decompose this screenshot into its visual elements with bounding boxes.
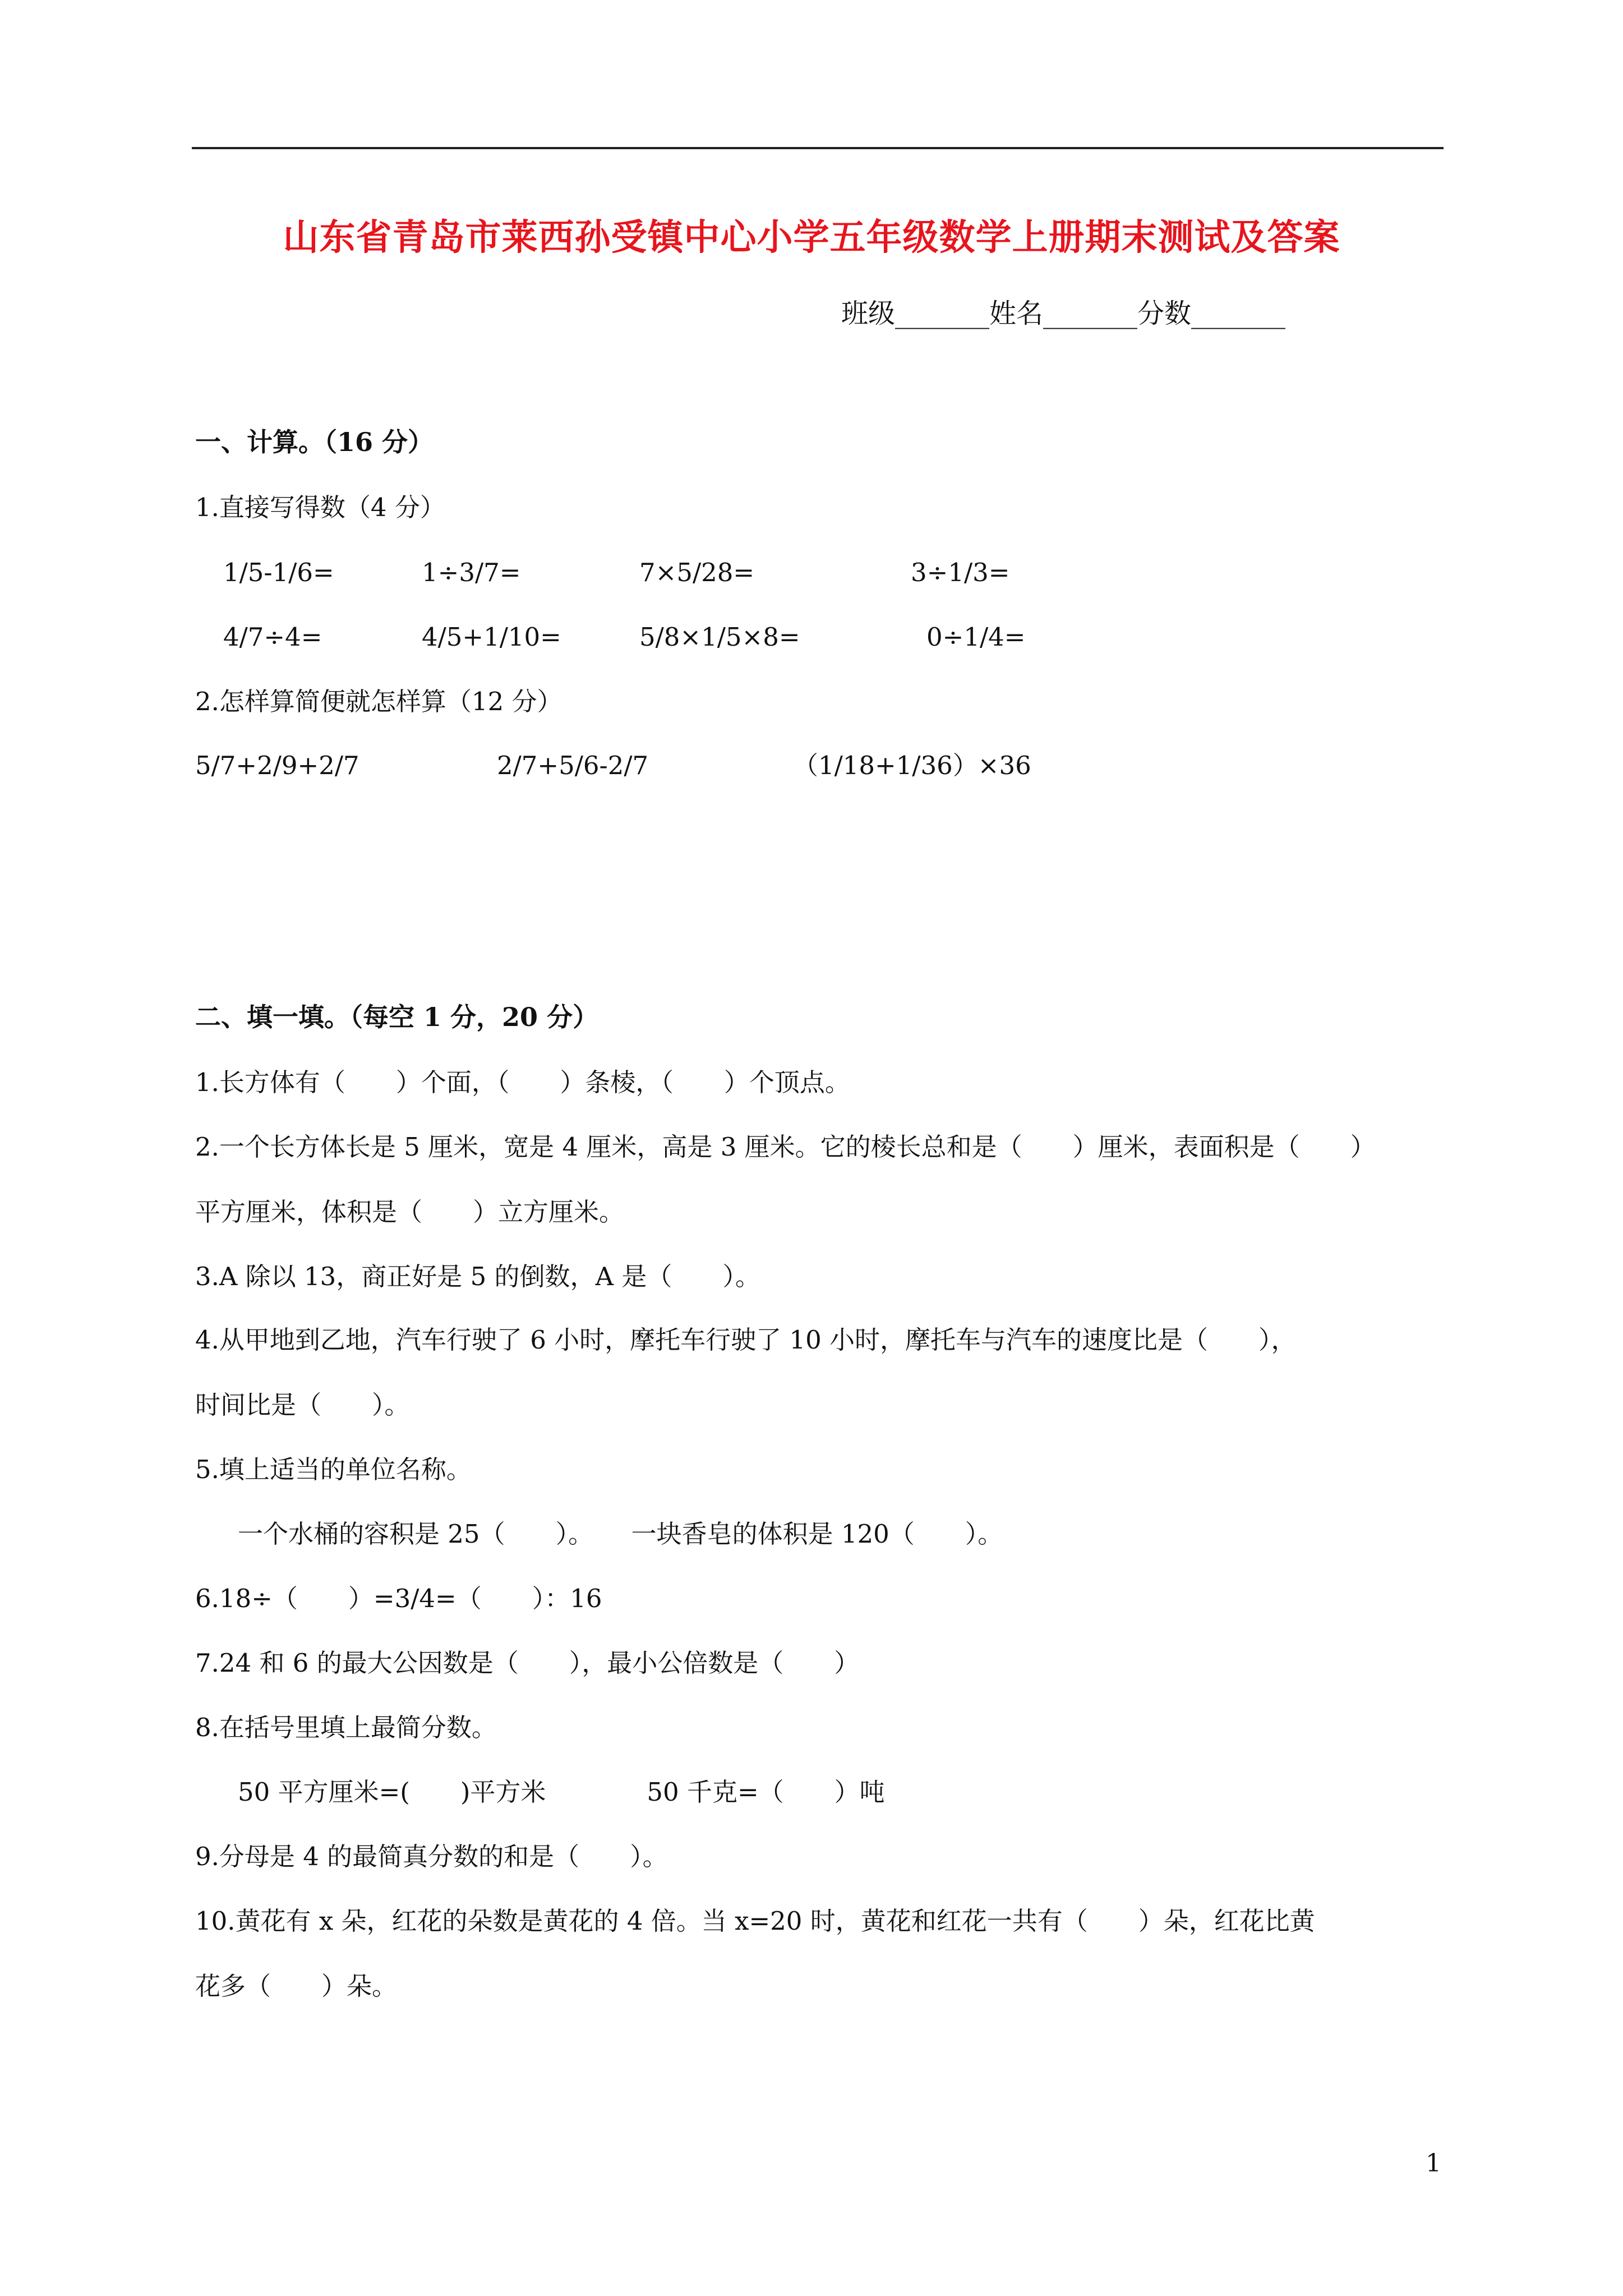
fill-question-line: 7.24 和 6 的最大公因数是（ ），最小公倍数是（ ） [195,1648,860,1678]
fill-question-line: 时间比是（ ）。 [195,1390,410,1420]
header-rule [192,147,1444,149]
fill-question-line: 9.分母是 4 的最简真分数的和是（ ）。 [195,1842,668,1871]
fill-question-line: 3.A 除以 13，商正好是 5 的倒数，A 是（ ）。 [195,1262,760,1291]
fill-question-line: 一个水桶的容积是 25（ ）。 一块香皂的体积是 120（ ）。 [238,1519,1003,1549]
fill-question-line: 1.长方体有（ ）个面，（ ）条棱，（ ）个顶点。 [195,1068,850,1097]
fill-question-line: 6.18÷（ ）=3/4=（ ）：16 [195,1584,602,1613]
calc-item: 3÷1/3= [911,558,1010,587]
calc-item: 0÷1/4= [926,622,1026,652]
fill-question-line: 8.在括号里填上最简分数。 [195,1713,497,1742]
page-number: 1 [1426,2149,1441,2178]
calc-item: 7×5/28= [639,558,755,587]
document-title: 山东省青岛市莱西孙受镇中心小学五年级数学上册期末测试及答案 [283,217,1340,259]
calc-item: 4/7÷4= [223,622,322,652]
calc-item: 4/5+1/10= [422,622,561,652]
section1-q2-title: 2.怎样算简便就怎样算（12 分） [195,687,562,716]
section2-heading: 二、填一填。（每空 1 分，20 分） [195,1002,599,1032]
calc-item: 1÷3/7= [422,558,521,587]
fill-question-line: 平方厘米，体积是（ ）立方厘米。 [195,1197,625,1227]
student-info-line: 班级_______姓名_______分数_______ [841,298,1286,329]
simplify-item: 5/7+2/9+2/7 [195,751,359,780]
simplify-item: （1/18+1/36）×36 [793,751,1031,780]
fill-question-line: 2.一个长方体长是 5 厘米，宽是 4 厘米，高是 3 厘米。它的棱长总和是（ ）厘米，表面积是（ ） [195,1132,1376,1162]
simplify-item: 2/7+5/6-2/7 [497,751,649,780]
calc-item: 1/5-1/6= [223,558,334,587]
section1-q1-title: 1.直接写得数（4 分） [195,493,445,522]
fill-question-line: 5.填上适当的单位名称。 [195,1455,472,1484]
section1-heading: 一、计算。（16 分） [195,427,434,457]
fill-question-line: 花多（ ）朵。 [195,1971,398,2001]
fill-question-line: 10.黄花有 x 朵，红花的朵数是黄花的 4 倍。当 x=20 时，黄花和红花一共有（ ）朵，红花比黄 [195,1906,1315,1936]
fill-question-line: 4.从甲地到乙地，汽车行驶了 6 小时，摩托车行驶了 10 小时，摩托车与汽车的速度比是（ ）， [195,1325,1297,1355]
fill-question-line: 50 平方厘米=( )平方米 50 千克=（ ）吨 [238,1777,885,1807]
calc-item: 5/8×1/5×8= [639,622,800,652]
